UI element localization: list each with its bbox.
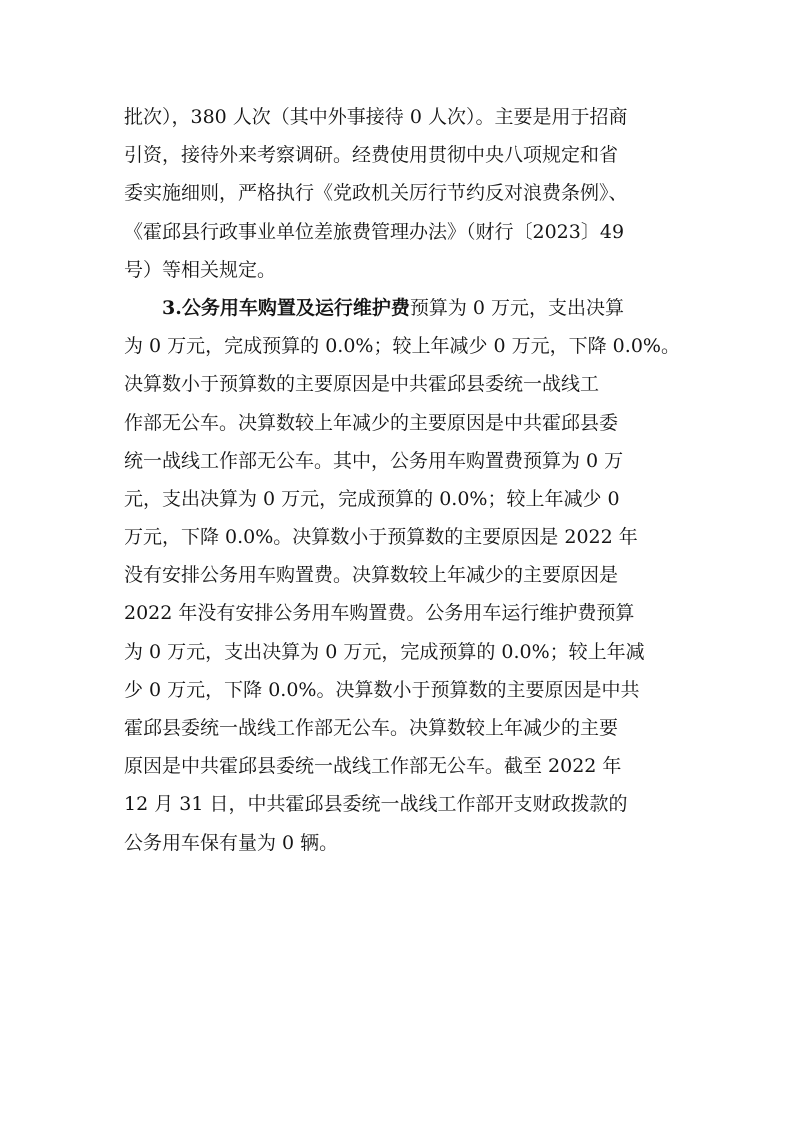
line-text: 批次），380 人次（其中外事接待 0 人次）。主要是用于招商 [124,106,628,128]
line-text: 万元，下降 0.0%。决算数小于预算数的主要原因是 2022 年 [124,526,638,549]
line-text: 决算数小于预算数的主要原因是中共霍邱县委统一战线工 [124,373,600,396]
text-line [124,518,684,556]
text-line [124,251,684,289]
section-heading: 3.公务用车购置及运行维护费 [162,296,410,319]
line-text: 委实施细则，严格执行《党政机关厉行节约反对浪费条例》、 [124,182,628,205]
text-line [124,404,684,442]
text-line [124,136,684,174]
text-line [124,824,684,862]
line-text: 少 0 万元，下降 0.0%。决算数小于预算数的主要原因是中共 [124,678,640,701]
line-text: 2022 年没有安排公务用车购置费。公务用车运行维护费预算 [124,602,635,625]
line-text: 《霍邱县行政事业单位差旅费管理办法》（财行〔2023〕49 [124,220,625,243]
text-line [124,213,684,251]
line-text: 号）等相关规定。 [124,258,277,281]
line-text: 元，支出决算为 0 万元，完成预算的 0.0%；较上年减少 0 [124,487,620,510]
text-line [124,556,684,594]
body-text [124,98,684,862]
text-line [124,633,684,671]
text-line [124,289,684,327]
line-text: 为 0 万元，支出决算为 0 万元，完成预算的 0.0%；较上年减 [124,640,645,663]
text-line [124,709,684,747]
text-line [124,327,684,365]
text-line [124,480,684,518]
text-line [124,747,684,785]
line-text: 引资，接待外来考察调研。经费使用贯彻中央八项规定和省 [124,144,619,167]
line-text: 没有安排公务用车购置费。决算数较上年减少的主要原因是 [124,564,619,587]
line-text: 预算为 0 万元，支出决算 [409,296,625,319]
line-text: 作部无公车。决算数较上年减少的主要原因是中共霍邱县委 [124,411,619,434]
text-line [124,98,684,136]
line-text: 公务用车保有量为 0 辆。 [124,831,339,854]
text-line [124,594,684,632]
text-line [124,785,684,823]
line-text: 为 0 万元，完成预算的 0.0%；较上年减少 0 万元，下降 0.0%。 [124,335,680,358]
line-text: 12 月 31 日，中共霍邱县委统一战线工作部开支财政拨款的 [124,793,628,816]
line-text: 霍邱县委统一战线工作部无公车。决算数较上年减少的主要 [124,717,619,739]
text-line [124,442,684,480]
text-line [124,365,684,403]
line-text: 统一战线工作部无公车。其中，公务用车购置费预算为 0 万 [124,449,624,472]
line-text: 原因是中共霍邱县委统一战线工作部无公车。截至 2022 年 [124,755,622,778]
text-line [124,671,684,709]
text-line [124,174,684,212]
